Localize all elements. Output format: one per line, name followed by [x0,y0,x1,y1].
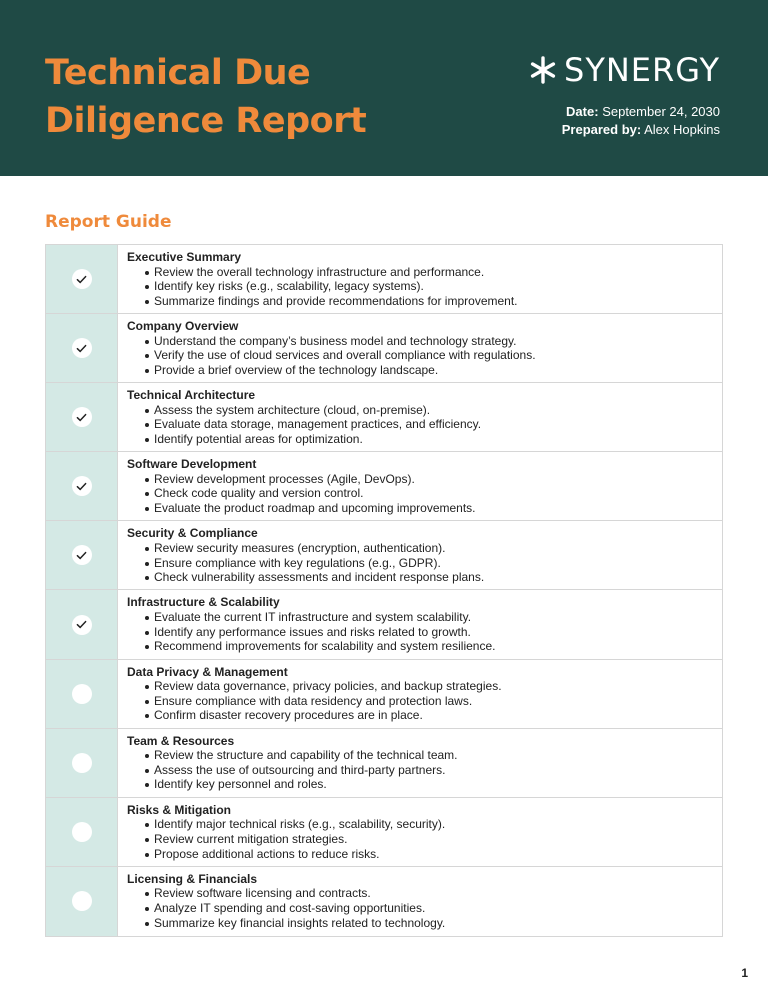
guide-content [118,521,494,589]
guide-bullet: Check code quality and version control. [145,486,476,501]
guide-bullet: Review the overall technology infrastructure and performance. [145,265,518,280]
checkbox-cell [46,521,118,589]
guide-bullet-list [127,679,502,723]
checkbox-cell [46,245,118,313]
guide-bullet: Evaluate the product roadmap and upcoming improvements. [145,501,476,516]
guide-bullet: Confirm disaster recovery procedures are in place. [145,708,502,723]
guide-bullet-list [127,541,484,585]
guide-bullet: Review current mitigation strategies. [145,832,445,847]
guide-content [118,452,486,520]
guide-content [118,729,468,797]
checkbox-checked[interactable] [72,338,92,358]
checkbox-unchecked[interactable] [72,822,92,842]
report-title-line-1: Technical Due [45,53,311,93]
guide-item-title: Company Overview [127,319,239,334]
guide-row [46,590,722,659]
guide-item-title: Team & Resources [127,733,235,748]
guide-row [46,383,722,452]
guide-bullet: Review software licensing and contracts. [145,886,445,901]
guide-item-title: Data Privacy & Management [127,664,288,679]
check-icon [76,412,87,423]
prepared-by-label: Prepared by: [561,122,642,137]
guide-item-title: Security & Compliance [127,526,258,541]
report-title-line-2: Diligence Report [45,101,367,141]
guide-bullet-list [127,817,445,861]
report-guide-table [45,244,723,937]
checkbox-cell [46,798,118,866]
report-header [0,0,768,176]
guide-item-title: Infrastructure & Scalability [127,595,280,610]
check-icon [76,619,87,630]
check-icon [76,343,87,354]
guide-item-title: Technical Architecture [127,388,256,403]
checkbox-cell [46,590,118,658]
guide-bullet: Assess the use of outsourcing and third-party partners. [145,763,458,778]
guide-bullet: Verify the use of cloud services and overall compliance with regulations. [145,348,536,363]
guide-row [46,452,722,521]
checkbox-checked[interactable] [72,407,92,427]
checkbox-cell [46,383,118,451]
guide-bullet: Provide a brief overview of the technology landscape. [145,363,536,378]
asterisk-logo-icon [528,55,558,85]
guide-bullet: Recommend improvements for scalability and system resilience. [145,639,495,654]
check-icon [76,481,87,492]
guide-content [118,590,505,658]
guide-content [118,798,455,866]
date-value: September 24, 2030 [602,104,720,119]
checkbox-checked[interactable] [72,545,92,565]
guide-row [46,867,722,936]
guide-bullet-list [127,886,445,930]
guide-row [46,314,722,383]
checkbox-unchecked[interactable] [72,891,92,911]
guide-bullet-list [127,610,495,654]
date-label: Date: [566,104,599,119]
checkbox-cell [46,452,118,520]
brand-logo [528,52,720,88]
guide-bullet: Identify any performance issues and risks related to growth. [145,625,495,640]
guide-row [46,729,722,798]
guide-bullet: Understand the company’s business model and technology strategy. [145,334,536,349]
guide-content [118,867,455,936]
guide-bullet-list [127,472,476,516]
guide-item-title: Licensing & Financials [127,871,258,886]
guide-item-title: Software Development [127,457,257,472]
guide-content [118,314,546,382]
guide-bullet: Review the structure and capability of the technical team. [145,748,458,763]
guide-row [46,660,722,729]
checkbox-cell [46,660,118,728]
guide-bullet: Check vulnerability assessments and incident response plans. [145,570,484,585]
guide-item-title: Risks & Mitigation [127,802,232,817]
guide-bullet: Evaluate the current IT infrastructure and system scalability. [145,610,495,625]
prepared-by-value: Alex Hopkins [644,122,720,137]
guide-bullet-list [127,265,518,309]
checkbox-checked[interactable] [72,476,92,496]
guide-bullet: Identify potential areas for optimization. [145,432,481,447]
guide-bullet: Identify major technical risks (e.g., scalability, security). [145,817,445,832]
guide-row [46,245,722,314]
guide-bullet: Ensure compliance with key regulations (e.g., GDPR). [145,556,484,571]
checkbox-cell [46,729,118,797]
checkbox-checked[interactable] [72,615,92,635]
guide-bullet: Review development processes (Agile, DevOps). [145,472,476,487]
guide-bullet-list [127,748,458,792]
report-meta [562,103,720,139]
check-icon [76,274,87,285]
checkbox-checked[interactable] [72,269,92,289]
guide-bullet: Ensure compliance with data residency and protection laws. [145,694,502,709]
guide-bullet: Identify key personnel and roles. [145,777,458,792]
guide-bullet-list [127,403,481,447]
guide-bullet: Review security measures (encryption, authentication). [145,541,484,556]
checkbox-unchecked[interactable] [72,753,92,773]
guide-bullet-list [127,334,536,378]
checkbox-unchecked[interactable] [72,684,92,704]
guide-bullet: Summarize findings and provide recommendations for improvement. [145,294,518,309]
check-icon [76,550,87,561]
guide-bullet: Evaluate data storage, management practices, and efficiency. [145,417,481,432]
guide-bullet: Review data governance, privacy policies, and backup strategies. [145,679,502,694]
guide-content [118,245,528,313]
prepared-by-line [562,121,720,139]
guide-bullet: Identify key risks (e.g., scalability, legacy systems). [145,279,518,294]
guide-item-title: Executive Summary [127,250,242,264]
section-title: Report Guide [45,212,172,232]
guide-row [46,521,722,590]
guide-row [46,798,722,867]
brand-name: SYNERGY [564,51,720,89]
guide-bullet: Assess the system architecture (cloud, on-premise). [145,403,481,418]
guide-content [118,660,512,728]
guide-bullet: Analyze IT spending and cost-saving opportunities. [145,901,445,916]
report-title [45,49,366,145]
guide-bullet: Summarize key financial insights related to technology. [145,916,445,931]
page-number: 1 [741,966,748,980]
date-line [562,103,720,121]
guide-bullet: Propose additional actions to reduce risks. [145,847,445,862]
guide-content [118,383,491,451]
checkbox-cell [46,867,118,936]
checkbox-cell [46,314,118,382]
